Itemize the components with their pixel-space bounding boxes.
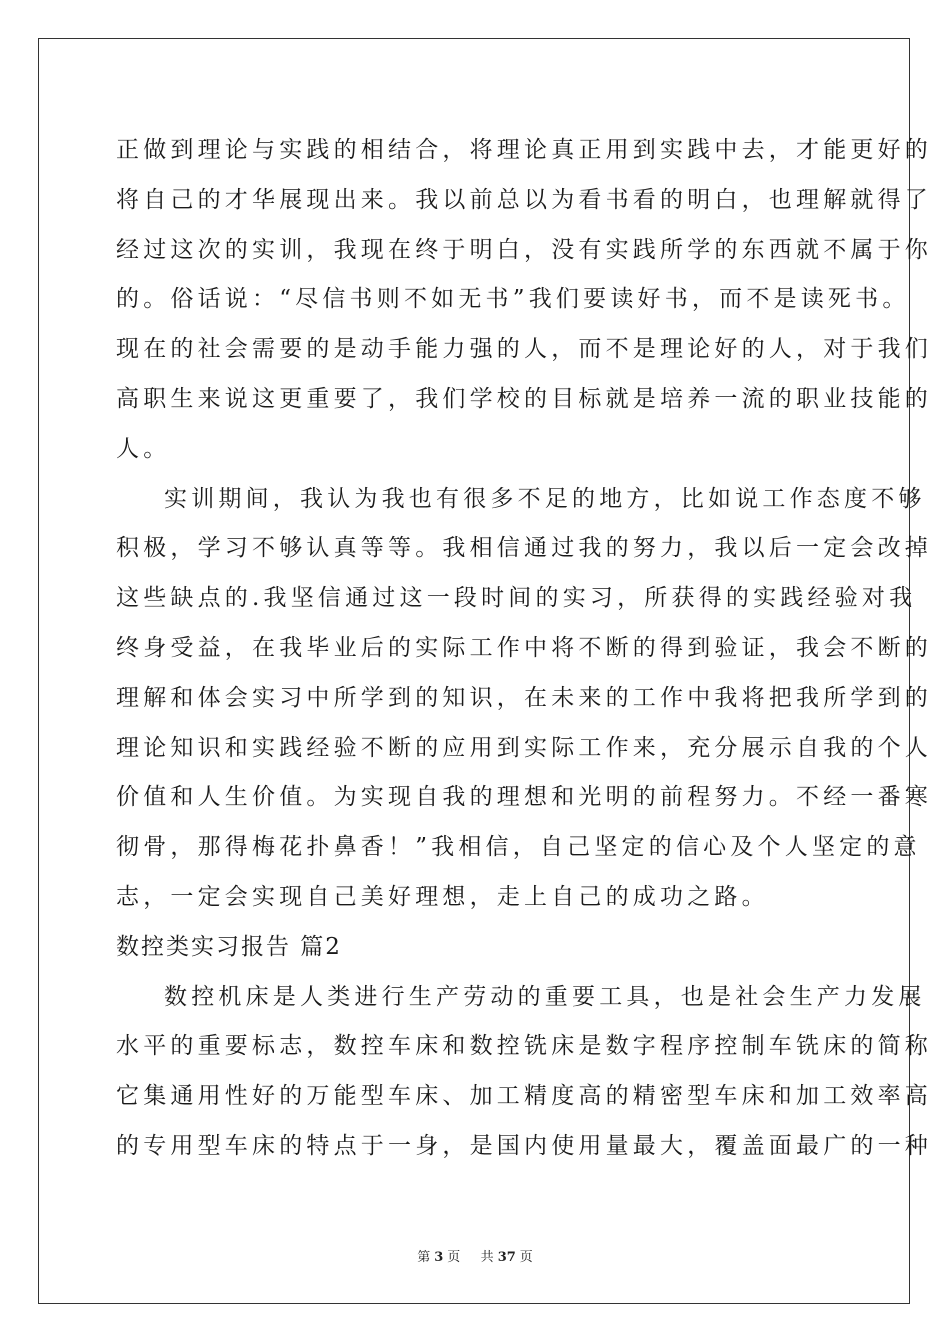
text-line: 这些缺点的.我坚信通过这一段时间的实习，所获得的实践经验对我	[116, 585, 917, 612]
text-line: 志，一定会实现自己美好理想，走上自己的成功之路。	[116, 883, 769, 910]
total-pages: 37	[497, 1250, 516, 1265]
current-page: 3	[434, 1250, 444, 1265]
text-line: 价值和人生价值。为实现自我的理想和光明的前程努力。不经一番寒	[116, 784, 932, 811]
text-line: 经过这次的实训，我现在终于明白，没有实践所学的东西就不属于你	[116, 236, 932, 263]
text-line: 人。	[116, 435, 171, 462]
text-line: 水平的重要标志，数控车床和数控铣床是数字程序控制车铣床的简称	[116, 1033, 932, 1060]
section-heading: 数控类实习报告 篇2	[116, 933, 342, 960]
paragraph-first-line: 数控机床是人类进行生产劳动的重要工具，也是社会生产力发展	[164, 983, 926, 1010]
page-prefix: 第	[417, 1250, 431, 1265]
page-suffix: 页	[447, 1250, 461, 1265]
page-footer	[0, 1246, 950, 1265]
paragraph-first-line: 实训期间，我认为我也有很多不足的地方，比如说工作态度不够	[164, 485, 926, 512]
total-prefix: 共	[480, 1250, 494, 1265]
page-total	[479, 1250, 535, 1265]
text-line: 将自己的才华展现出来。我以前总以为看书看的明白，也理解就得了	[116, 186, 932, 213]
text-line: 它集通用性好的万能型车床、加工精度高的精密型车床和加工效率高	[116, 1083, 932, 1110]
text-line: 现在的社会需要的是动手能力强的人，而不是理论好的人，对于我们	[116, 336, 932, 363]
total-suffix: 页	[519, 1250, 533, 1265]
text-line: 的。俗话说：“尽信书则不如无书”我们要读好书，而不是读死书。	[116, 286, 910, 313]
text-line: 积极，学习不够认真等等。我相信通过我的努力，我以后一定会改掉	[116, 535, 932, 562]
text-line: 理论知识和实践经验不断的应用到实际工作来，充分展示自我的个人	[116, 734, 932, 761]
page-number	[415, 1250, 462, 1265]
text-line: 彻骨，那得梅花扑鼻香！”我相信，自己坚定的信心及个人坚定的意	[116, 834, 921, 861]
document-body	[116, 126, 932, 1172]
text-line: 终身受益，在我毕业后的实际工作中将不断的得到验证，我会不断的	[116, 634, 932, 661]
text-line: 理解和体会实习中所学到的知识，在未来的工作中我将把我所学到的	[116, 684, 932, 711]
text-line: 高职生来说这更重要了，我们学校的目标就是培养一流的职业技能的	[116, 385, 932, 412]
text-line: 正做到理论与实践的相结合，将理论真正用到实践中去，才能更好的	[116, 137, 932, 163]
text-line: 的专用型车床的特点于一身，是国内使用量最大，覆盖面最广的一种	[116, 1132, 932, 1159]
